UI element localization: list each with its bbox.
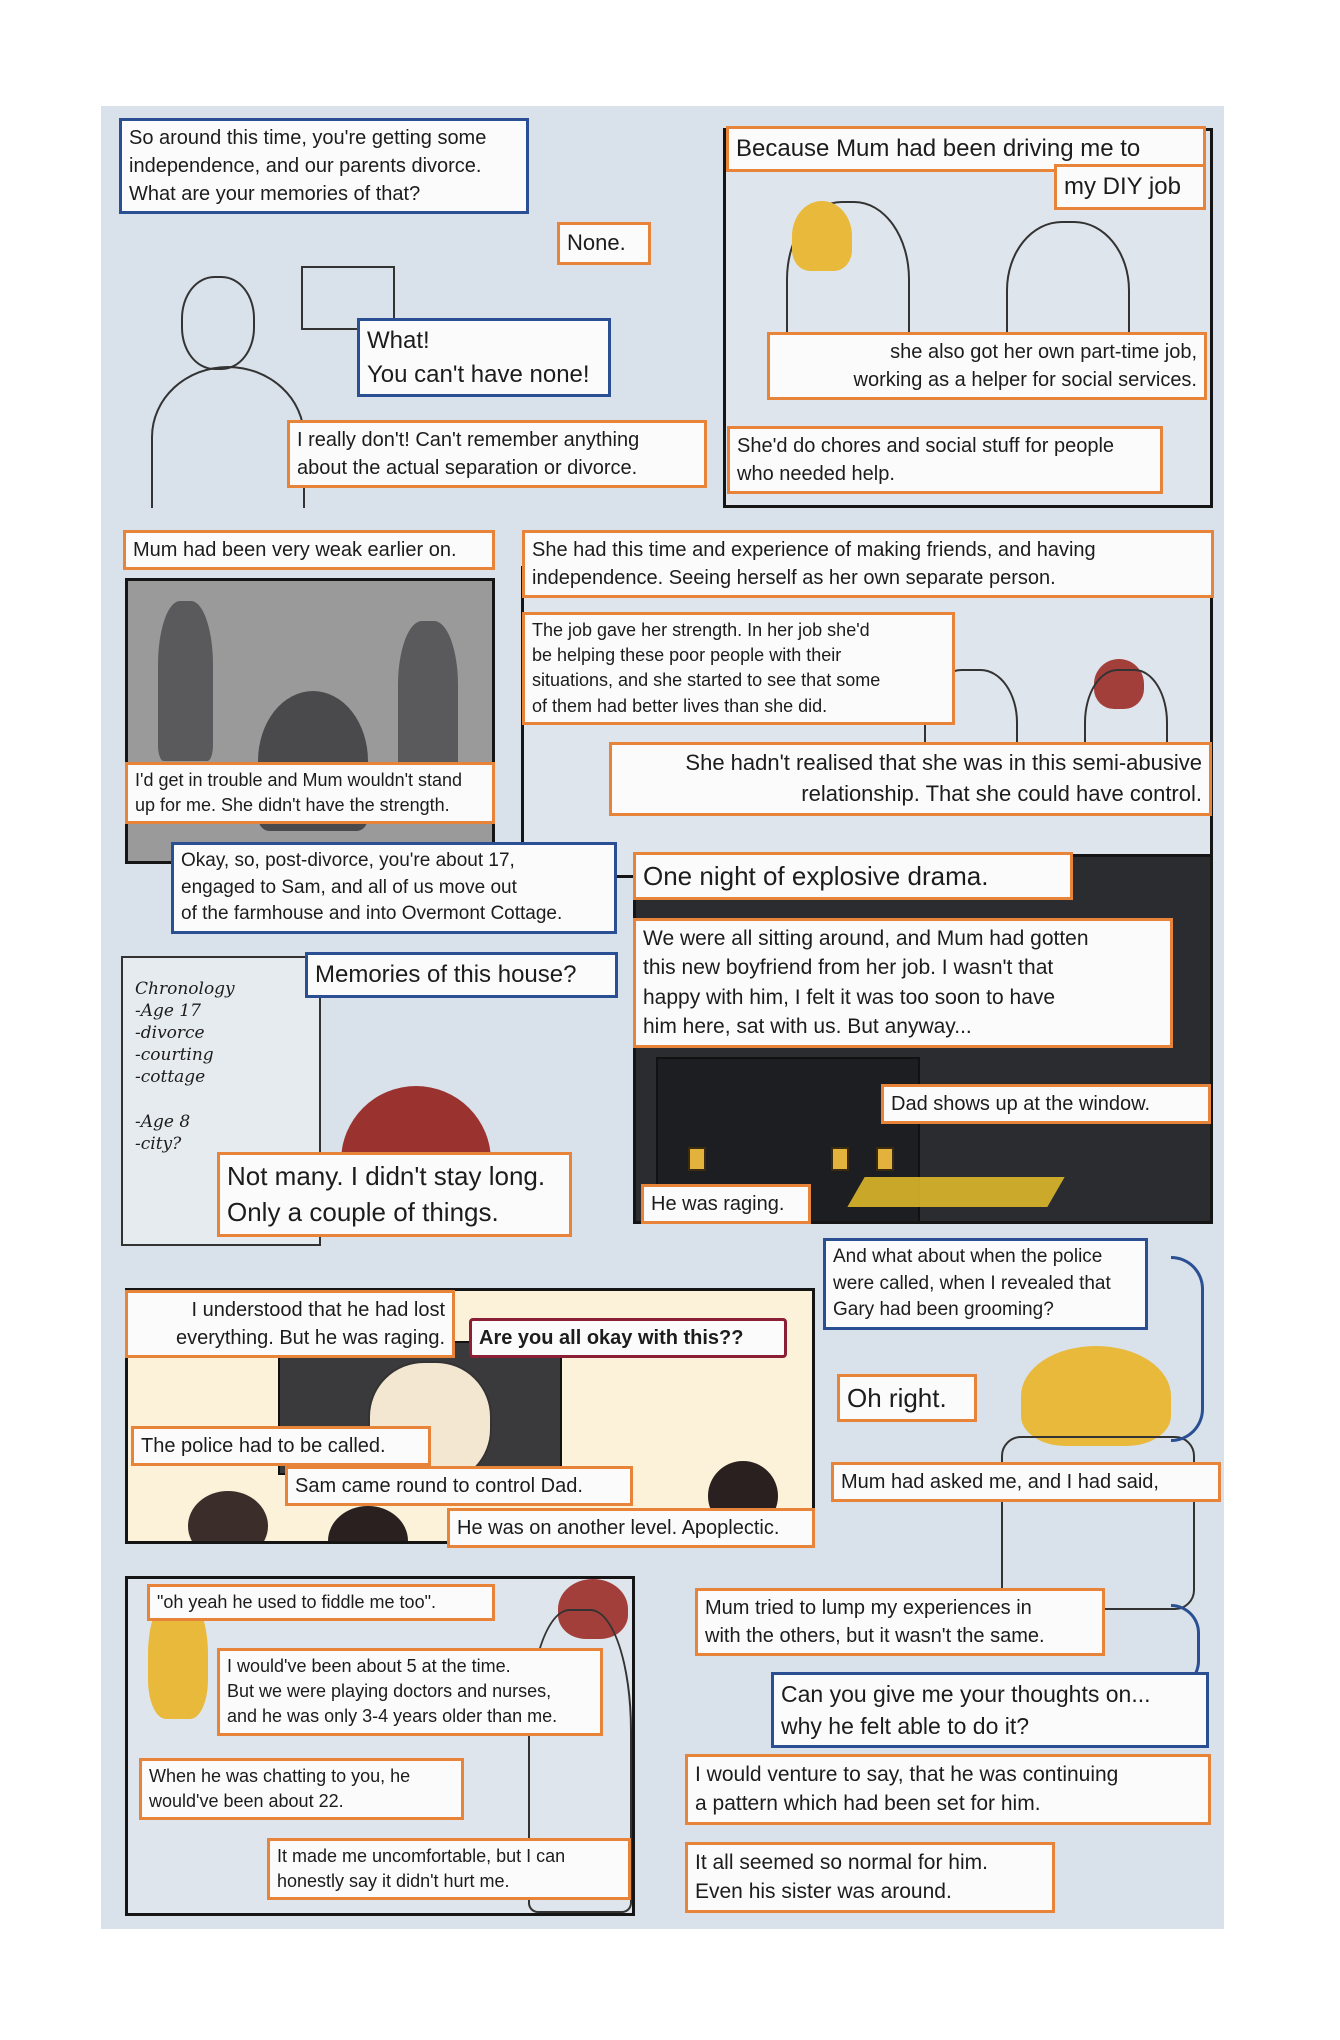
caption-one-night: One night of explosive drama. bbox=[633, 852, 1073, 900]
caption-venture: I would venture to say, that he was continuing a pattern which had been set for him. bbox=[685, 1754, 1211, 1825]
caption-because: Because Mum had been driving me to bbox=[726, 126, 1206, 172]
caption-question-independence: So around this time, you're getting some independence, and our parents divorce. What are your memories of that? bbox=[119, 118, 529, 214]
comic-page bbox=[101, 106, 1224, 1929]
head-bottom-middle bbox=[328, 1506, 408, 1544]
whiteboard: Chronology -Age 17 -divorce -courting -cottage -Age 8 -city? bbox=[121, 956, 321, 1246]
caption-job-strength: The job gave her strength. In her job she'd be helping these poor people with their situations, and she started to see that some of them had better lives than she did. bbox=[522, 612, 955, 725]
caption-uncomfortable: It made me uncomfortable, but I can honestly say it didn't hurt me. bbox=[267, 1838, 631, 1900]
caption-semi-abusive: She hadn't realised that she was in this semi-abusive relationship. That she could have control. bbox=[609, 742, 1212, 816]
caption-really-dont: I really don't! Can't remember anything about the actual separation or divorce. bbox=[287, 420, 707, 488]
caption-fiddle: "oh yeah he used to fiddle me too". bbox=[147, 1584, 495, 1621]
silhouette-right bbox=[398, 621, 458, 781]
caption-oh-right: Oh right. bbox=[837, 1374, 977, 1422]
blue-swirl-line bbox=[1171, 1256, 1204, 1442]
artist-head-sketch bbox=[181, 276, 255, 370]
caption-police-grooming: And what about when the police were called, when I revealed that Gary had been grooming? bbox=[823, 1238, 1148, 1330]
caption-chatting: When he was chatting to you, he would've been about 22. bbox=[139, 1758, 464, 1820]
caption-mum-asked: Mum had asked me, and I had said, bbox=[831, 1462, 1221, 1502]
caption-time-experience: She had this time and experience of making friends, and having independence. Seeing herself as her own separate person. bbox=[522, 530, 1214, 598]
caption-trouble: I'd get in trouble and Mum wouldn't stand up for me. She didn't have the strength. bbox=[125, 762, 495, 824]
house-window-1 bbox=[688, 1147, 706, 1171]
caption-lump: Mum tried to lump my experiences in with the others, but it wasn't the same. bbox=[695, 1588, 1105, 1656]
caption-none: None. bbox=[557, 222, 651, 265]
caption-chores: She'd do chores and social stuff for people who needed help. bbox=[727, 426, 1163, 494]
headlight-beam bbox=[847, 1177, 1064, 1207]
caption-another-level: He was on another level. Apoplectic. bbox=[447, 1508, 815, 1548]
caption-sam-came: Sam came round to control Dad. bbox=[285, 1466, 633, 1506]
silhouette-left bbox=[158, 601, 213, 761]
speech-are-you-okay: Are you all okay with this?? bbox=[469, 1318, 787, 1358]
caption-post-divorce: Okay, so, post-divorce, you're about 17, engaged to Sam, and all of us move out of the farmhouse and into Overmont Cottage. bbox=[171, 842, 617, 934]
caption-mum-weak: Mum had been very weak earlier on. bbox=[123, 530, 495, 570]
caption-about-five: I would've been about 5 at the time. But we were playing doctors and nurses, and he was only 3-4 years older than me. bbox=[217, 1648, 603, 1736]
house-window-2 bbox=[831, 1147, 849, 1171]
caption-memories-house: Memories of this house? bbox=[305, 952, 618, 998]
listener-hair bbox=[1021, 1346, 1171, 1446]
mum-hair bbox=[792, 201, 852, 271]
caption-dad-window: Dad shows up at the window. bbox=[881, 1084, 1211, 1124]
caption-thoughts: Can you give me your thoughts on... why he felt able to do it? bbox=[771, 1672, 1209, 1748]
caption-part-time: she also got her own part-time job, working as a helper for social services. bbox=[767, 332, 1207, 400]
house-window-3 bbox=[876, 1147, 894, 1171]
artist-body-sketch bbox=[151, 366, 305, 508]
caption-normal: It all seemed so normal for him. Even his sister was around. bbox=[685, 1842, 1055, 1913]
head-bottom-left bbox=[188, 1491, 268, 1544]
caption-what: What! You can't have none! bbox=[357, 318, 611, 397]
caption-understood: I understood that he had lost everything. But he was raging. bbox=[125, 1290, 455, 1358]
caption-not-many: Not many. I didn't stay long. Only a couple of things. bbox=[217, 1152, 572, 1237]
caption-sitting-around: We were all sitting around, and Mum had gotten this new boyfriend from her job. I wasn't that happy with him, I felt it was too soon to have him here, sat with us. But anyway... bbox=[633, 918, 1173, 1048]
caption-diy-job: my DIY job bbox=[1054, 164, 1206, 210]
caption-raging: He was raging. bbox=[641, 1184, 811, 1224]
caption-police: The police had to be called. bbox=[131, 1426, 431, 1466]
